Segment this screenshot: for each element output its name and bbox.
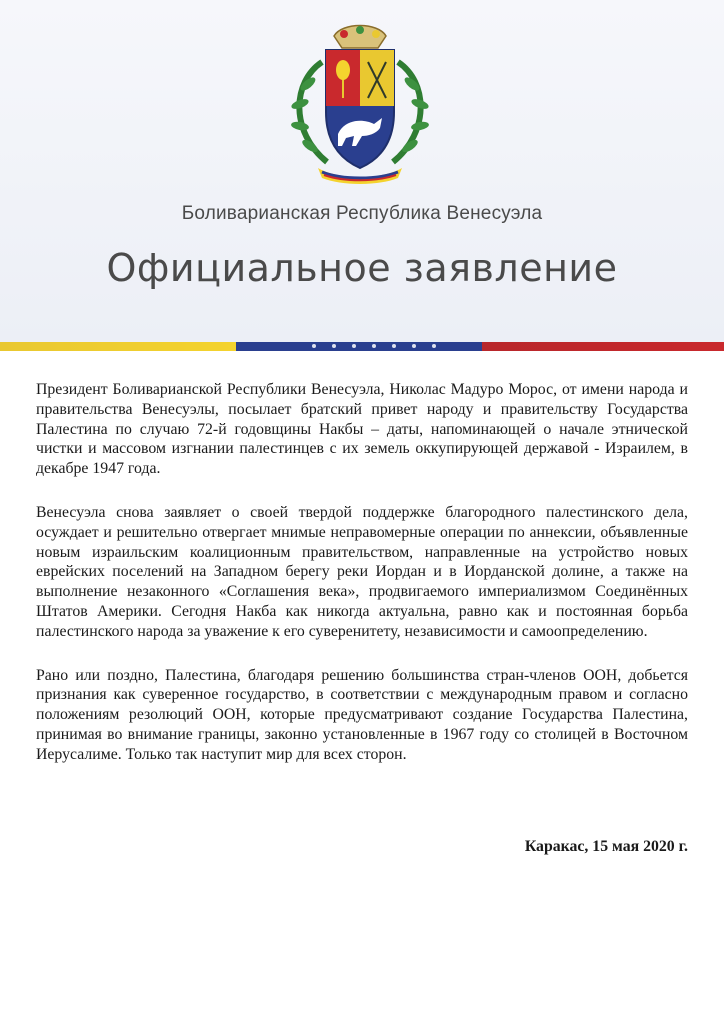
paragraph: Президент Боливарианской Республики Венесуэла, Николас Мадуро Морос, от имени народа и правительства Венесуэлы, посылает братский привет народу и правительству Государства Палестина по случаю 72-й годовщины Накбы – даты, напоминающей о начале этнической чистки и массовом изгнании палестинцев с их земель оккупирующей державой - Израилем, в декабре 1947 года. [36,381,688,478]
place-and-date: Каракас, 15 мая 2020 г. [524,838,688,855]
page-title: Официальное заявление [106,246,618,290]
flag-stripe-blue [236,342,482,351]
paragraph: Венесуэла снова заявляет о своей твердой поддержке благородного палестинского дела, осуждает и решительно отвергает мнимые неправомерные операции по аннексии, объявленные новым израильским коалиционным правительством, направленные на устройство новых еврейских поселений на Западном берегу реки Иордан и в Иорданской долине, а также на выполнение незаконного «Соглашения века», продвигаемого империализмом Соединённых Штатов Америки. Сегодня Накба как никогда актуальна, равно как и постоянная борьба палестинского народа за уважение к его суверенитету, независимости и самоопределению. [36,503,688,640]
flag-strip [0,342,724,351]
country-name: Боливарианская Республика Венесуэла [181,203,543,224]
flag-stripe-yellow [0,342,236,351]
venezuela-coat-of-arms-icon [282,22,438,184]
letterhead [0,0,724,344]
flag-stripe-red [482,342,724,351]
statement-body [36,380,688,789]
paragraph: Рано или поздно, Палестина, благодаря решению большинства стран-членов ООН, добьется признания как суверенное государство, в соответствии с международным правом и согласно положениям резолюций ООН, которые предусматривают создание Государства Палестина, принимая во внимание границы, законно установленные в 1967 году со столицей в Восточном Иерусалиме. Только так наступит мир для всех сторон. [36,666,688,763]
flag-stars [236,342,482,351]
